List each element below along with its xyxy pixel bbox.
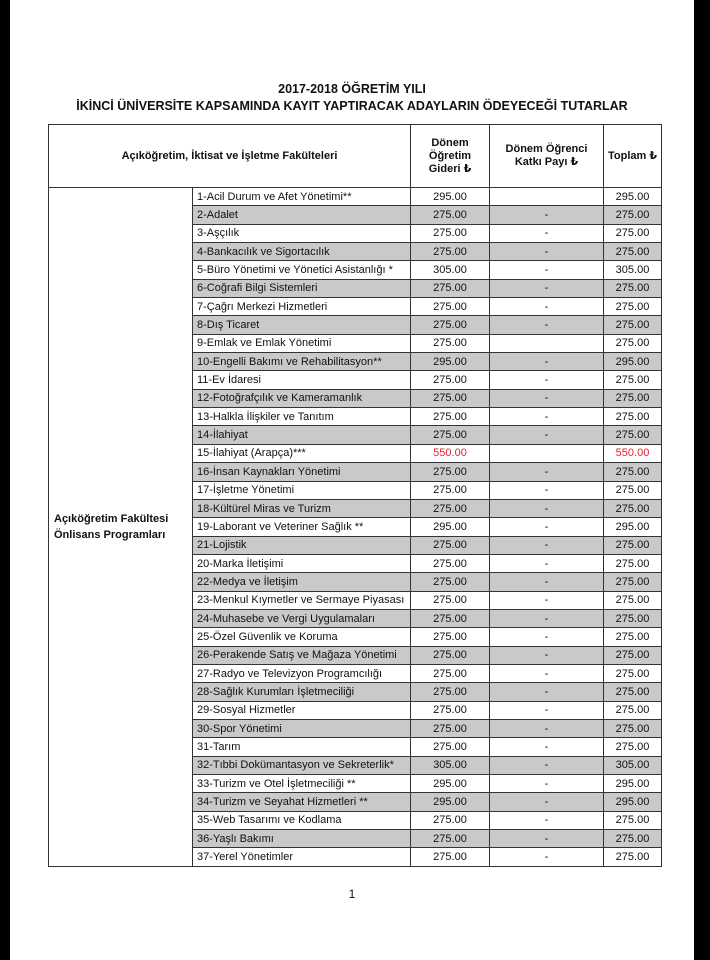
contribution-value: - (490, 206, 604, 224)
program-name: 5-Büro Yönetimi ve Yönetici Asistanlığı * (193, 261, 411, 279)
program-name: 23-Menkul Kıymetler ve Sermaye Piyasası (193, 591, 411, 609)
contribution-value: - (490, 775, 604, 793)
total-value: 305.00 (604, 261, 662, 279)
program-name: 19-Laborant ve Veteriner Sağlık ** (193, 518, 411, 536)
total-value: 275.00 (604, 811, 662, 829)
program-name: 15-İlahiyat (Arapça)*** (193, 444, 411, 462)
program-name: 32-Tıbbi Dokümantasyon ve Sekreterlik* (193, 756, 411, 774)
cost-value: 275.00 (411, 628, 490, 646)
faculty-header: Açıköğretim, İktisat ve İşletme Fakülteleri (49, 125, 411, 188)
total-value: 295.00 (604, 793, 662, 811)
contribution-value (490, 444, 604, 462)
program-name: 34-Turizm ve Seyahat Hizmetleri ** (193, 793, 411, 811)
cost-value: 275.00 (411, 591, 490, 609)
document-title-main: İKİNCİ ÜNİVERSİTE KAPSAMINDA KAYIT YAPTIRACAK ADAYLARIN ÖDEYECEĞİ TUTARLAR (76, 99, 628, 113)
program-name: 17-İşletme Yönetimi (193, 481, 411, 499)
total-value: 550.00 (604, 444, 662, 462)
program-name: 35-Web Tasarımı ve Kodlama (193, 811, 411, 829)
program-name: 14-İlahiyat (193, 426, 411, 444)
program-name: 18-Kültürel Miras ve Turizm (193, 499, 411, 517)
cost-value: 275.00 (411, 536, 490, 554)
total-value: 275.00 (604, 389, 662, 407)
program-name: 37-Yerel Yönetimler (193, 848, 411, 866)
total-value: 275.00 (604, 481, 662, 499)
program-name: 11-Ev İdaresi (193, 371, 411, 389)
total-value: 275.00 (604, 316, 662, 334)
program-name: 16-İnsan Kaynakları Yönetimi (193, 463, 411, 481)
program-name: 21-Lojistik (193, 536, 411, 554)
contribution-value: - (490, 316, 604, 334)
total-value: 275.00 (604, 664, 662, 682)
col-header-cost: Dönem Öğretim Gideri ₺ (411, 125, 490, 188)
total-value: 295.00 (604, 188, 662, 206)
cost-value: 275.00 (411, 298, 490, 316)
cost-value: 275.00 (411, 463, 490, 481)
contribution-value: - (490, 811, 604, 829)
cost-value: 275.00 (411, 811, 490, 829)
cost-value: 275.00 (411, 206, 490, 224)
program-name: 12-Fotoğrafçılık ve Kameramanlık (193, 389, 411, 407)
contribution-value: - (490, 573, 604, 591)
cost-value: 275.00 (411, 830, 490, 848)
contribution-value: - (490, 298, 604, 316)
col-header-contribution: Dönem Öğrenci Katkı Payı ₺ (490, 125, 604, 188)
cost-value: 295.00 (411, 793, 490, 811)
cost-value: 275.00 (411, 279, 490, 297)
cost-value: 275.00 (411, 683, 490, 701)
total-value: 275.00 (604, 848, 662, 866)
program-name: 6-Coğrafi Bilgi Sistemleri (193, 279, 411, 297)
cost-value: 275.00 (411, 554, 490, 572)
contribution-value: - (490, 463, 604, 481)
program-name: 13-Halkla İlişkiler ve Tanıtım (193, 408, 411, 426)
total-value: 275.00 (604, 609, 662, 627)
contribution-value: - (490, 664, 604, 682)
total-value: 275.00 (604, 554, 662, 572)
cost-value: 275.00 (411, 371, 490, 389)
total-value: 275.00 (604, 298, 662, 316)
program-name: 26-Perakende Satış ve Mağaza Yönetimi (193, 646, 411, 664)
contribution-value: - (490, 554, 604, 572)
program-name: 28-Sağlık Kurumları İşletmeciliği (193, 683, 411, 701)
contribution-value: - (490, 609, 604, 627)
contribution-value (490, 188, 604, 206)
program-name: 10-Engelli Bakımı ve Rehabilitasyon** (193, 353, 411, 371)
contribution-value: - (490, 518, 604, 536)
cost-value: 275.00 (411, 389, 490, 407)
table-row (49, 188, 662, 206)
total-value: 295.00 (604, 775, 662, 793)
contribution-value: - (490, 683, 604, 701)
contribution-value: - (490, 499, 604, 517)
contribution-value (490, 334, 604, 352)
contribution-value: - (490, 408, 604, 426)
total-value: 295.00 (604, 518, 662, 536)
total-value: 275.00 (604, 628, 662, 646)
contribution-value: - (490, 719, 604, 737)
contribution-value: - (490, 646, 604, 664)
contribution-value: - (490, 426, 604, 444)
contribution-value: - (490, 628, 604, 646)
total-value: 275.00 (604, 646, 662, 664)
total-value: 275.00 (604, 334, 662, 352)
program-name: 33-Turizm ve Otel İşletmeciliği ** (193, 775, 411, 793)
cost-value: 295.00 (411, 775, 490, 793)
total-value: 275.00 (604, 499, 662, 517)
total-value: 275.00 (604, 701, 662, 719)
cost-value: 295.00 (411, 353, 490, 371)
program-name: 1-Acil Durum ve Afet Yönetimi** (193, 188, 411, 206)
program-name: 36-Yaşlı Bakımı (193, 830, 411, 848)
contribution-value: - (490, 848, 604, 866)
total-value: 305.00 (604, 756, 662, 774)
program-name: 8-Dış Ticaret (193, 316, 411, 334)
contribution-value: - (490, 830, 604, 848)
program-name: 31-Tarım (193, 738, 411, 756)
cost-value: 550.00 (411, 444, 490, 462)
contribution-value: - (490, 738, 604, 756)
program-name: 25-Özel Güvenlik ve Koruma (193, 628, 411, 646)
fees-table (48, 124, 662, 867)
total-value: 275.00 (604, 683, 662, 701)
table-header-row (49, 125, 662, 188)
contribution-value: - (490, 353, 604, 371)
program-name: 30-Spor Yönetimi (193, 719, 411, 737)
total-value: 275.00 (604, 536, 662, 554)
program-name: 27-Radyo ve Televizyon Programcılığı (193, 664, 411, 682)
total-value: 275.00 (604, 408, 662, 426)
document-page (10, 0, 694, 960)
contribution-value: - (490, 389, 604, 407)
total-value: 275.00 (604, 206, 662, 224)
contribution-value: - (490, 701, 604, 719)
cost-value: 275.00 (411, 334, 490, 352)
contribution-value: - (490, 793, 604, 811)
cost-value: 305.00 (411, 261, 490, 279)
cost-value: 275.00 (411, 481, 490, 499)
contribution-value: - (490, 591, 604, 609)
contribution-value: - (490, 481, 604, 499)
program-name: 22-Medya ve İletişim (193, 573, 411, 591)
cost-value: 275.00 (411, 243, 490, 261)
contribution-value: - (490, 261, 604, 279)
cost-value: 275.00 (411, 848, 490, 866)
total-value: 275.00 (604, 243, 662, 261)
cost-value: 275.00 (411, 719, 490, 737)
contribution-value: - (490, 279, 604, 297)
document-title-year: 2017-2018 ÖĞRETİM YILI (278, 82, 426, 96)
total-value: 275.00 (604, 573, 662, 591)
program-name: 9-Emlak ve Emlak Yönetimi (193, 334, 411, 352)
contribution-value: - (490, 536, 604, 554)
cost-value: 275.00 (411, 316, 490, 334)
cost-value: 295.00 (411, 188, 490, 206)
cost-value: 275.00 (411, 408, 490, 426)
contribution-value: - (490, 243, 604, 261)
total-value: 275.00 (604, 830, 662, 848)
cost-value: 275.00 (411, 224, 490, 242)
col-header-total: Toplam ₺ (604, 125, 662, 188)
total-value: 275.00 (604, 279, 662, 297)
program-name: 4-Bankacılık ve Sigortacılık (193, 243, 411, 261)
cost-value: 275.00 (411, 609, 490, 627)
total-value: 295.00 (604, 353, 662, 371)
program-name: 2-Adalet (193, 206, 411, 224)
program-name: 20-Marka İletişimi (193, 554, 411, 572)
table-body (49, 188, 662, 867)
total-value: 275.00 (604, 591, 662, 609)
contribution-value: - (490, 224, 604, 242)
cost-value: 275.00 (411, 646, 490, 664)
total-value: 275.00 (604, 738, 662, 756)
program-name: 3-Aşçılık (193, 224, 411, 242)
cost-value: 295.00 (411, 518, 490, 536)
cost-value: 275.00 (411, 426, 490, 444)
total-value: 275.00 (604, 719, 662, 737)
program-name: 29-Sosyal Hizmetler (193, 701, 411, 719)
contribution-value: - (490, 756, 604, 774)
cost-value: 275.00 (411, 701, 490, 719)
total-value: 275.00 (604, 224, 662, 242)
total-value: 275.00 (604, 426, 662, 444)
group-label: Açıköğretim Fakültesi Önlisans Programları (49, 188, 193, 867)
program-name: 7-Çağrı Merkezi Hizmetleri (193, 298, 411, 316)
cost-value: 275.00 (411, 573, 490, 591)
cost-value: 305.00 (411, 756, 490, 774)
page-number: 1 (348, 887, 356, 901)
cost-value: 275.00 (411, 664, 490, 682)
total-value: 275.00 (604, 371, 662, 389)
contribution-value: - (490, 371, 604, 389)
program-name: 24-Muhasebe ve Vergi Uygulamaları (193, 609, 411, 627)
cost-value: 275.00 (411, 738, 490, 756)
cost-value: 275.00 (411, 499, 490, 517)
total-value: 275.00 (604, 463, 662, 481)
